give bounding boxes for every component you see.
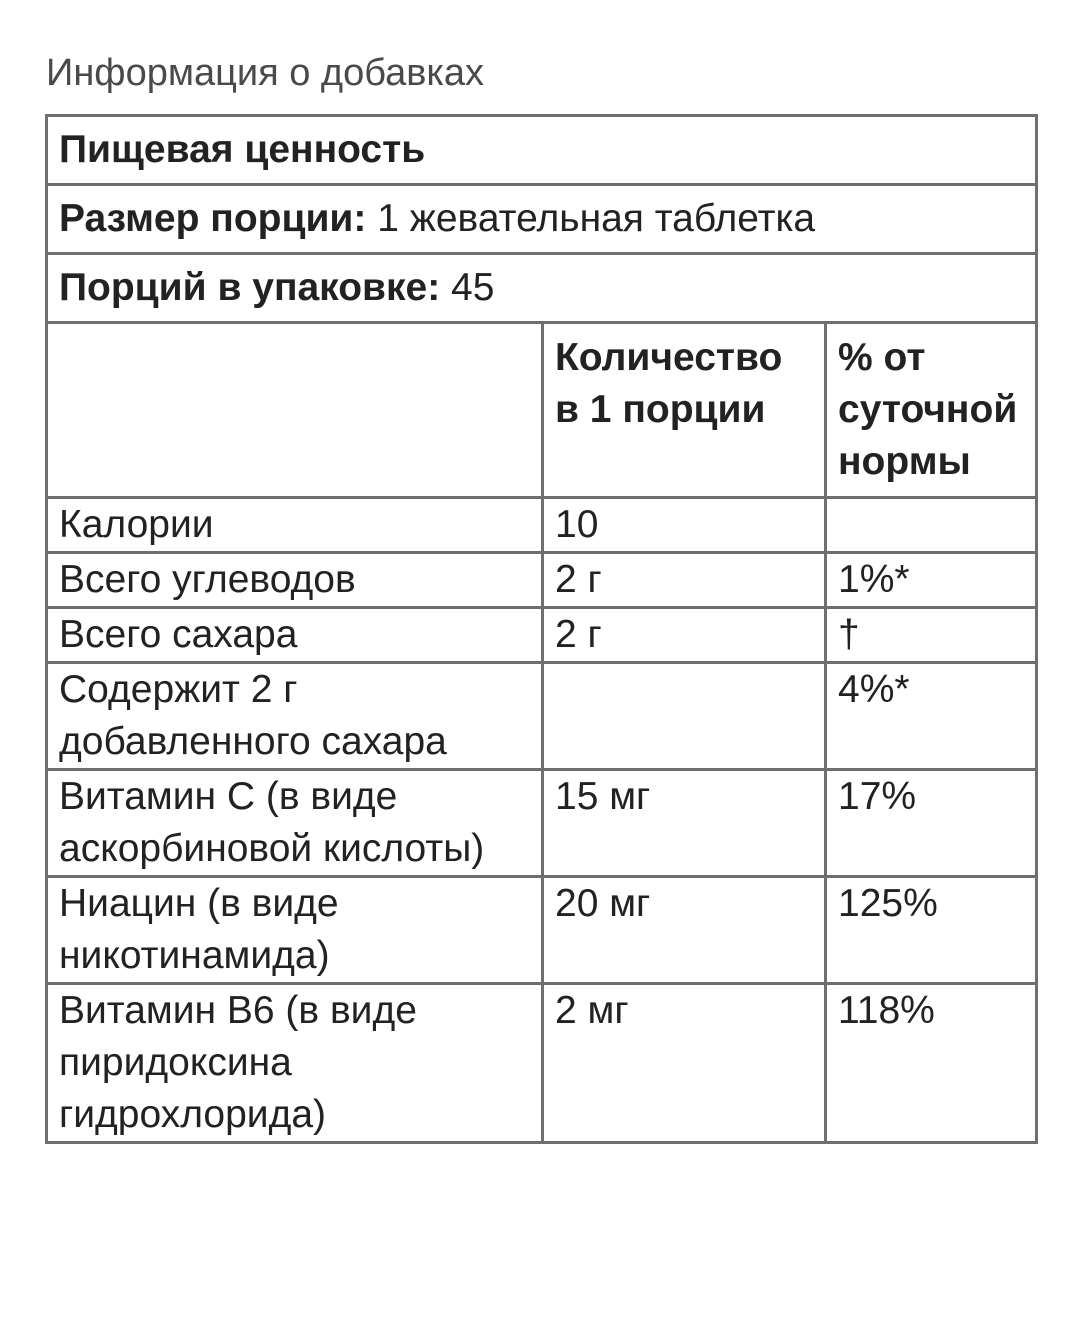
table-row xyxy=(47,498,1037,553)
table-row xyxy=(47,770,1037,877)
daily-value-cell: 118% xyxy=(826,984,1037,1143)
amount-cell xyxy=(543,663,826,770)
page-title: Информация о добавках xyxy=(46,52,485,94)
servings-per-container-cell xyxy=(47,254,1037,323)
nutrient-name-cell: Всего углеводов xyxy=(47,553,543,608)
serving-size-label: Размер порции: xyxy=(59,197,367,240)
column-header-daily-value: % от суточной нормы xyxy=(826,323,1037,498)
nutrient-name-cell: Всего сахара xyxy=(47,608,543,663)
nutrient-name-cell: Ниацин (в виде никотинамида) xyxy=(47,877,543,984)
supplement-facts-table xyxy=(45,114,1038,1144)
facts-title: Пищевая ценность xyxy=(47,116,1037,185)
daily-value-cell: 4%* xyxy=(826,663,1037,770)
nutrient-name-cell: Содержит 2 г добавленного сахара xyxy=(47,663,543,770)
facts-title-row xyxy=(47,116,1037,185)
amount-cell: 10 xyxy=(543,498,826,553)
daily-value-cell: 125% xyxy=(826,877,1037,984)
table-row xyxy=(47,553,1037,608)
servings-per-container-label: Порций в упаковке: xyxy=(59,266,441,309)
daily-value-cell xyxy=(826,498,1037,553)
amount-cell: 2 мг xyxy=(543,984,826,1143)
amount-cell: 15 мг xyxy=(543,770,826,877)
column-header-name xyxy=(47,323,543,498)
daily-value-cell: 1%* xyxy=(826,553,1037,608)
table-row xyxy=(47,608,1037,663)
serving-size-row xyxy=(47,185,1037,254)
servings-per-container-row xyxy=(47,254,1037,323)
nutrient-name-cell: Калории xyxy=(47,498,543,553)
amount-cell: 2 г xyxy=(543,553,826,608)
nutrient-name-cell: Витамин B6 (в виде пиридоксина гидрохлорида) xyxy=(47,984,543,1143)
table-row xyxy=(47,663,1037,770)
facts-rows xyxy=(47,498,1037,1143)
daily-value-cell: 17% xyxy=(826,770,1037,877)
daily-value-cell: † xyxy=(826,608,1037,663)
serving-size-value: 1 жевательная таблетка xyxy=(377,197,816,240)
amount-cell: 2 г xyxy=(543,608,826,663)
amount-cell: 20 мг xyxy=(543,877,826,984)
nutrient-name-cell: Витамин C (в виде аскорбиновой кислоты) xyxy=(47,770,543,877)
serving-size-cell xyxy=(47,185,1037,254)
column-header-row xyxy=(47,323,1037,498)
column-header-amount: Количество в 1 порции xyxy=(543,323,826,498)
servings-per-container-value: 45 xyxy=(451,266,495,309)
table-row xyxy=(47,984,1037,1143)
table-row xyxy=(47,877,1037,984)
